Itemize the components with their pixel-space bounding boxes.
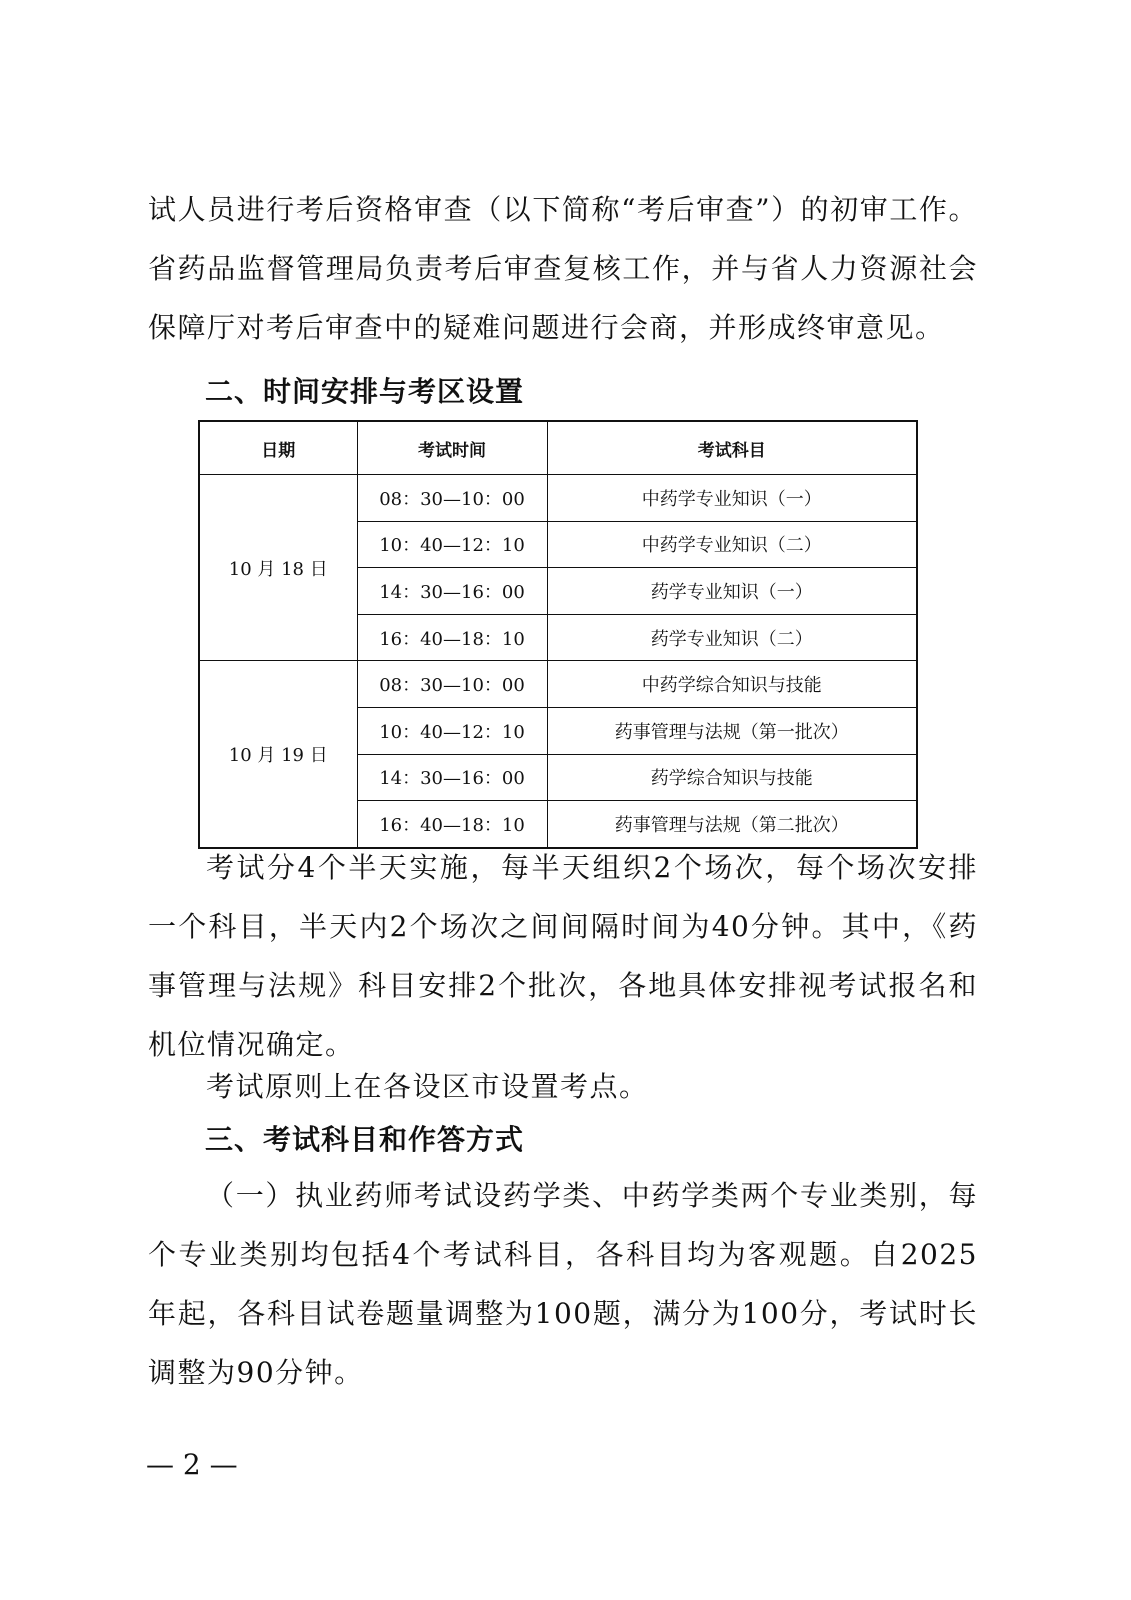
exam-schedule-table bbox=[198, 420, 918, 849]
subject-cell: 药学专业知识（一） bbox=[547, 568, 917, 615]
time-cell: 08：30—10：00 bbox=[357, 475, 547, 522]
date-cell: 10 月 19 日 bbox=[199, 661, 357, 848]
subject-cell: 中药学综合知识与技能 bbox=[547, 661, 917, 708]
header-date: 日期 bbox=[199, 421, 357, 475]
subjects-intro-paragraph: （一）执业药师考试设药学类、中药学类两个专业类别，每个专业类别均包括4个考试科目，各科目均为客观题。自2025年起，各科目试卷题量调整为100题，满分为100分，考试时长调整为90分钟。 bbox=[148, 1179, 978, 1389]
time-cell: 16：40—18：10 bbox=[357, 801, 547, 848]
subject-cell: 药事管理与法规（第一批次） bbox=[547, 707, 917, 754]
time-cell: 08：30—10：00 bbox=[357, 661, 547, 708]
time-cell: 16：40—18：10 bbox=[357, 614, 547, 661]
time-cell: 10：40—12：10 bbox=[357, 707, 547, 754]
table-header-row bbox=[199, 421, 917, 475]
date-cell: 10 月 18 日 bbox=[199, 475, 357, 661]
time-cell: 10：40—12：10 bbox=[357, 521, 547, 568]
table-row bbox=[199, 661, 917, 708]
exam-location-paragraph: 考试原则上在各设区市设置考点。 bbox=[206, 1070, 649, 1103]
section-2-heading: 二、时间安排与考区设置 bbox=[205, 375, 525, 408]
header-subject: 考试科目 bbox=[547, 421, 917, 475]
header-time: 考试时间 bbox=[357, 421, 547, 475]
subject-cell: 药学专业知识（二） bbox=[547, 614, 917, 661]
section-3-heading: 三、考试科目和作答方式 bbox=[205, 1123, 525, 1156]
time-cell: 14：30—16：00 bbox=[357, 568, 547, 615]
subject-cell: 药学综合知识与技能 bbox=[547, 754, 917, 801]
subject-cell: 药事管理与法规（第二批次） bbox=[547, 801, 917, 848]
exam-arrangement-paragraph: 考试分4个半天实施，每半天组织2个场次，每个场次安排一个科目，半天内2个场次之间间隔时间为40分钟。其中，《药事管理与法规》科目安排2个批次，各地具体安排视考试报名和机位情况确定。 bbox=[148, 851, 978, 1061]
subject-cell: 中药学专业知识（二） bbox=[547, 521, 917, 568]
page-number: — 2 — bbox=[146, 1448, 238, 1481]
subject-cell: 中药学专业知识（一） bbox=[547, 475, 917, 522]
time-cell: 14：30—16：00 bbox=[357, 754, 547, 801]
table-row bbox=[199, 475, 917, 522]
intro-paragraph: 试人员进行考后资格审查（以下简称“考后审查”）的初审工作。省药品监督管理局负责考后审查复核工作，并与省人力资源社会保障厅对考后审查中的疑难问题进行会商，并形成终审意见。 bbox=[148, 193, 978, 344]
